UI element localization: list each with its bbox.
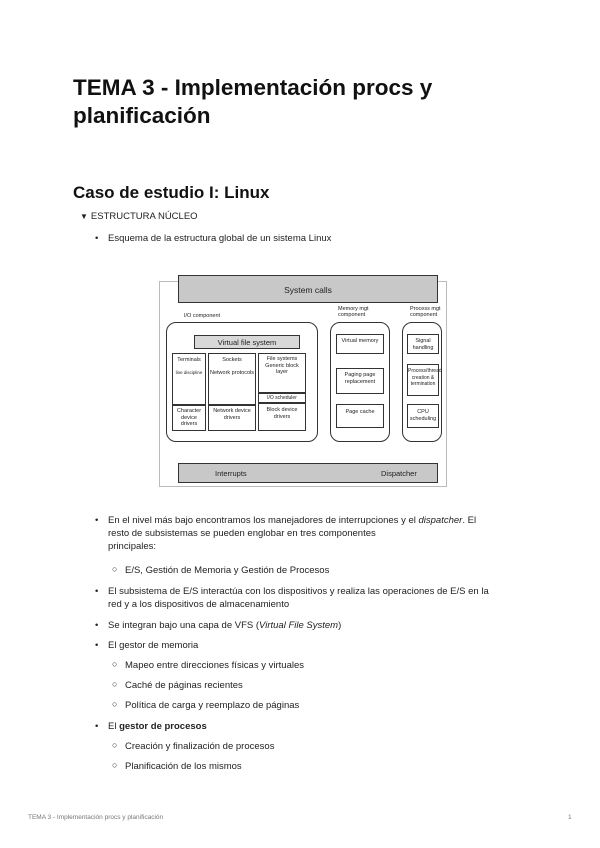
bullet-dot-icon: • (95, 586, 99, 597)
page-cache-box: Page cache (336, 404, 384, 428)
list-item-text: Mapeo entre direcciones físicas y virtuales (125, 660, 304, 671)
toggle-label: ESTRUCTURA NÚCLEO (90, 211, 198, 222)
interrupts-dispatcher-bar (178, 463, 438, 483)
line-discipline-label: line discipline (175, 369, 203, 375)
sockets-box (208, 353, 256, 405)
list-item-text: ) (338, 620, 342, 631)
terminals-box (172, 353, 206, 405)
dispatcher-label: Dispatcher (381, 469, 417, 478)
bullet-circle-icon: ○ (112, 740, 118, 750)
list-item-text: Caché de páginas recientes (125, 680, 243, 691)
virtual-memory-box: Virtual memory (336, 334, 384, 354)
io-component-label: I/O component (184, 313, 221, 319)
process-component-label: Process mgt component (410, 306, 441, 318)
bullet-circle-icon: ○ (112, 699, 118, 709)
page-title: TEMA 3 - Implementación procs y planificación (73, 75, 433, 128)
list-item-text: resto de subsistemas se pueden englobar en tres componentes (108, 528, 376, 539)
gestor-procesos-strong: gestor de procesos (119, 721, 207, 732)
list-item-text: . El (462, 515, 477, 526)
bullet-circle-icon: ○ (112, 760, 118, 770)
page-number: 1 (568, 814, 572, 821)
sub-list-item (112, 679, 243, 692)
list-item (95, 514, 528, 553)
list-item-text: El (108, 721, 120, 732)
system-calls-box: System calls (178, 275, 438, 303)
list-item-text: Creación y finalización de procesos (125, 741, 275, 752)
list-item (95, 585, 528, 611)
list-item-text: E/S, Gestión de Memoria y Gestión de Procesos (125, 565, 330, 576)
bullet-dot-icon: • (95, 640, 99, 651)
process-creation-box: Process/thread creation & termination (407, 364, 439, 396)
list-item-text: Planificación de los mismos (125, 761, 242, 772)
paging-box: Paging page replacement (336, 368, 384, 394)
character-drivers-box: Character device drivers (172, 405, 206, 431)
bullet-dot-icon: • (95, 721, 99, 732)
list-item (95, 720, 207, 733)
terminals-label: Terminals (177, 357, 201, 363)
list-item (95, 619, 342, 632)
network-drivers-box: Network device drivers (208, 405, 256, 431)
signal-handling-box: Signal handling (407, 334, 439, 354)
sockets-label: Sockets (222, 357, 242, 363)
file-systems-box (258, 353, 306, 393)
list-item (95, 232, 332, 245)
sub-list-item (112, 699, 300, 712)
sub-list-item (112, 659, 304, 672)
dispatcher-emphasis: dispatcher (418, 515, 463, 526)
bullet-circle-icon: ○ (112, 564, 118, 574)
list-item-text: Esquema de la estructura global de un sistema Linux (108, 233, 332, 244)
linux-kernel-diagram (159, 281, 447, 487)
interrupts-label: Interrupts (215, 469, 247, 478)
memory-component-label: Memory mgt component (338, 306, 369, 318)
bullet-circle-icon: ○ (112, 679, 118, 689)
list-item-text: El subsistema de E/S interactúa con los dispositivos y realiza las operaciones de E/S en la (108, 586, 489, 597)
block-drivers-box: Block device drivers (258, 403, 306, 431)
network-protocols-label: Network protocols (209, 370, 255, 376)
list-item-text: En el nivel más bajo encontramos los manejadores de interrupciones y el (108, 515, 419, 526)
section-heading: Caso de estudio I: Linux (73, 183, 270, 202)
list-item-text: Política de carga y reemplazo de páginas (125, 700, 300, 711)
bullet-dot-icon: • (95, 620, 99, 631)
generic-block-label: Generic block layer (265, 362, 299, 375)
toggle-estructura-nucleo[interactable] (80, 211, 198, 222)
bullet-dot-icon: • (95, 515, 99, 526)
cpu-scheduling-box: CPU scheduling (407, 404, 439, 428)
sub-list-item (112, 740, 275, 753)
vfs-box: Virtual file system (194, 335, 300, 349)
list-item-text: red y a los dispositivos de almacenamiento (108, 599, 290, 610)
list-item-text: El gestor de memoria (108, 640, 199, 651)
bullet-circle-icon: ○ (112, 659, 118, 669)
vfs-emphasis: Virtual File System (259, 620, 339, 631)
triangle-down-icon: ▼ (80, 212, 88, 221)
page-footer: TEMA 3 - Implementación procs y planificación (28, 814, 164, 821)
list-item-text: principales: (108, 541, 157, 552)
sub-list-item (112, 760, 242, 773)
bullet-dot-icon: • (95, 233, 99, 244)
sub-list-item (112, 564, 330, 577)
file-systems-label: File systems (266, 356, 298, 362)
list-item (95, 639, 199, 652)
io-scheduler-box: I/O scheduler (258, 393, 306, 403)
list-item-text: Se integran bajo una capa de VFS ( (108, 620, 260, 631)
